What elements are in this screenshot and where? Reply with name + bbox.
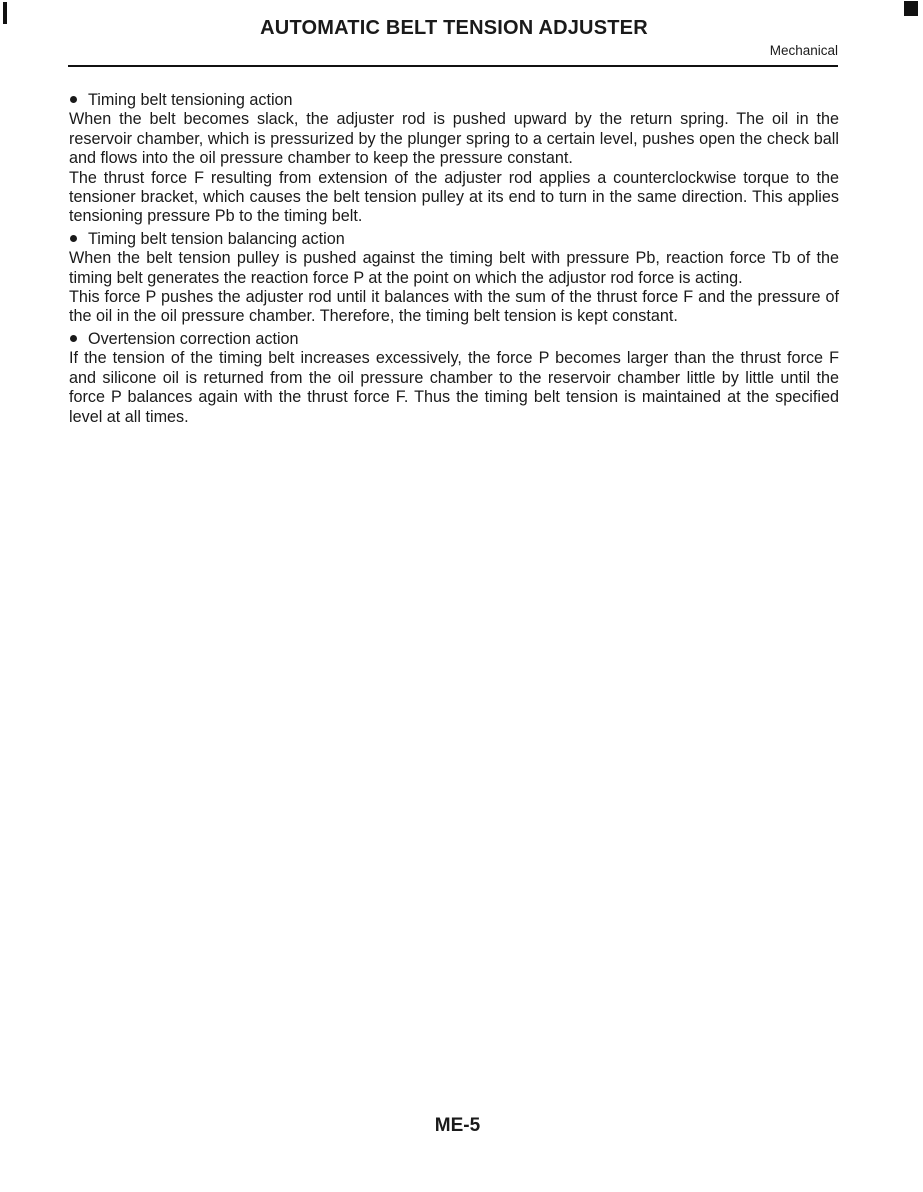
paragraph: If the tension of the timing belt increases excessively, the force P becomes larger than the thrust force F and silicone oil is returned from the oil pressure chamber to the reservoir chamber little by little until the force P balances again with the thrust force F. Thus the timing belt tension is maintained at the specified level at all times. xyxy=(69,349,839,426)
header-divider xyxy=(68,65,838,67)
paragraph: When the belt tension pulley is pushed against the timing belt with pressure Pb, reaction force Tb of the timing belt generates the reaction force P at the point on which the adjustor rod force is acting. xyxy=(69,249,839,287)
bullet-icon xyxy=(69,330,88,349)
page-number: ME-5 xyxy=(434,1115,481,1136)
section-label: Mechanical xyxy=(769,43,838,58)
heading-text: Overtension correction action xyxy=(88,329,299,348)
paragraph: The thrust force F resulting from extension of the adjuster rod applies a counterclockwise torque to the tensioner bracket, which causes the belt tension pulley at its end to turn in the same direction. This applies tensioning pressure Pb to the timing belt. xyxy=(69,168,839,226)
paragraph: When the belt becomes slack, the adjuster rod is pushed upward by the return spring. The oil in the reservoir chamber, which is pressurized by the plunger spring to a certain level, pushes open the check ball and flows into the oil pressure chamber to keep the pressure constant. xyxy=(69,110,839,168)
heading-text: Timing belt tension balancing action xyxy=(88,229,345,248)
heading-text: Timing belt tensioning action xyxy=(88,91,293,109)
bullet-icon xyxy=(69,230,88,249)
body-text xyxy=(69,91,839,427)
paragraph: This force P pushes the adjuster rod until it balances with the sum of the thrust force F and the pressure of the oil in the oil pressure chamber. Therefore, the timing belt tension is kept constant. xyxy=(69,288,839,326)
bullet-heading-overtension xyxy=(69,330,839,349)
scan-corner-mark xyxy=(904,1,918,16)
bullet-icon xyxy=(69,91,88,110)
page-title: AUTOMATIC BELT TENSION ADJUSTER xyxy=(260,17,648,39)
bullet-heading-tensioning xyxy=(69,91,839,110)
bullet-heading-balancing xyxy=(69,230,839,249)
